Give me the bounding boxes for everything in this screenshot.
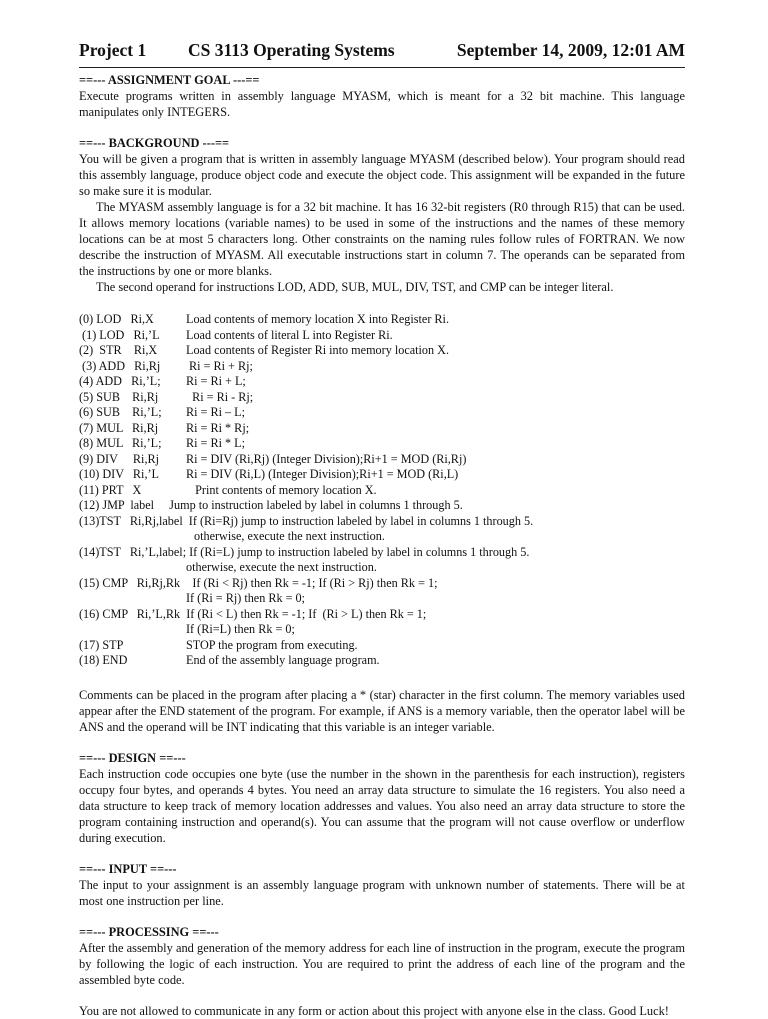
instruction-description: Ri = DIV (Ri,Rj) (Integer Division);Ri+1 = MOD (Ri,Rj) — [186, 451, 467, 466]
instruction-row — [79, 452, 685, 468]
instruction-row — [79, 421, 685, 437]
instruction-syntax: (6) SUB Ri,’L; — [79, 405, 162, 419]
instruction-row — [79, 514, 685, 530]
instruction-description: Ri = Ri * Rj; — [186, 420, 250, 435]
processing-section — [79, 924, 685, 988]
input-text: The input to your assignment is an assembly language program with unknown number of statements. There will be at most one instruction per line. — [79, 877, 685, 908]
instruction-syntax: (7) MUL Ri,Rj — [79, 420, 159, 435]
goal-section — [79, 72, 685, 120]
instruction-syntax: (9) DIV Ri,Rj — [79, 451, 160, 466]
goal-text: Execute programs written in assembly language MYASM, which is meant for a 32 bit machine. This language manipulates only INTEGERS. — [79, 89, 685, 119]
instruction-row — [79, 467, 685, 483]
instruction-syntax: (10) DIV Ri,’L — [79, 467, 159, 481]
instruction-description: Print contents of memory location X. — [186, 482, 377, 497]
instruction-row — [79, 343, 685, 359]
instruction-description: STOP the program from executing. — [186, 637, 358, 652]
instruction-description: Load contents of memory location X into Register Ri. — [186, 312, 449, 326]
instruction-row — [79, 359, 685, 375]
instruction-syntax: (14)TST Ri,’L,label; If (Ri=L) jump to instruction labeled by label in columns 1 through 5. — [79, 544, 530, 559]
instruction-row — [79, 328, 685, 344]
instruction-description: Ri = Ri + L; — [186, 374, 246, 388]
instruction-continuation-text: otherwise, execute the next instruction. — [194, 529, 385, 543]
instruction-row — [79, 545, 685, 561]
comments-text: Comments can be placed in the program after placing a * (star) character in the first column. The memory variables used appear after the END statement of the program. For example, if ANS is a memory variable, then the operator label will be ANS and the operand will be INT indicating that this variable is an integer variable. — [79, 687, 685, 734]
processing-text: After the assembly and generation of the memory address for each line of instruction in the program, execute the program by following the logic of each instruction. You are required to print the address of each line of the program and the assembled byte code. — [79, 940, 685, 987]
instruction-continuation-text: otherwise, execute the next instruction. — [186, 560, 377, 574]
due-date: September 14, 2009, 12:01 AM — [456, 40, 685, 60]
instruction-row — [79, 483, 685, 499]
instruction-row — [79, 312, 685, 328]
instruction-row — [79, 374, 685, 390]
instruction-description: Load contents of Register Ri into memory location X. — [186, 343, 449, 357]
instruction-row — [79, 436, 685, 452]
instruction-row — [79, 405, 685, 421]
instruction-continuation — [79, 622, 685, 638]
instruction-syntax: (1) LOD Ri,’L — [79, 327, 160, 342]
instruction-syntax: (13)TST Ri,Rj,label If (Ri=Rj) jump to instruction labeled by label in columns 1 through 5. — [79, 513, 534, 528]
background-section — [79, 135, 685, 295]
instruction-row — [79, 390, 685, 406]
instruction-description: Ri = Ri – L; — [186, 405, 246, 419]
closing-note: You are not allowed to communicate in any form or action about this project with anyone else in the class. Good Luck! — [79, 1003, 669, 1018]
instruction-syntax: (11) PRT X — [79, 482, 142, 497]
instruction-syntax: (5) SUB Ri,Rj — [79, 389, 159, 404]
instruction-row — [79, 498, 685, 514]
instruction-syntax: (3) ADD Ri,Rj — [79, 358, 161, 373]
instruction-syntax: (2) STR Ri,X — [79, 343, 158, 357]
instruction-description: Ri = DIV (Ri,L) (Integer Division);Ri+1 = MOD (Ri,L) — [186, 467, 459, 481]
instruction-row — [79, 576, 685, 592]
instruction-continuation — [79, 591, 685, 607]
instruction-description: Load contents of literal L into Register Ri. — [186, 327, 393, 342]
instruction-syntax: (16) CMP Ri,’L,Rk If (Ri < L) then Rk = -1; If (Ri > L) then Rk = 1; — [79, 606, 427, 621]
design-heading: ==--- DESIGN ==--- — [79, 750, 186, 765]
document-body — [79, 72, 685, 1019]
instruction-syntax: (8) MUL Ri,’L; — [79, 436, 162, 450]
instruction-description: Ri = Ri * L; — [186, 436, 246, 450]
design-text: Each instruction code occupies one byte (use the number in the shown in the parenthesis for each instruction), registers occupy four bytes, and operands 4 bytes. You need an array data structure to simulate the 16 registers. You also need a data structure to keep track of memory location addresses and values. You also need an array data structure to store the program containing instruction and operand(s). You can assume that the program will not cause overflow or underflow during execution. — [79, 766, 685, 845]
instruction-continuation — [79, 529, 685, 545]
instruction-description: End of the assembly language program. — [186, 653, 380, 667]
instruction-syntax: (15) CMP Ri,Rj,Rk If (Ri < Rj) then Rk = -1; If (Ri > Rj) then Rk = 1; — [79, 575, 438, 590]
instruction-continuation — [79, 560, 685, 576]
instruction-syntax: (0) LOD Ri,X — [79, 312, 154, 326]
page-header — [79, 40, 685, 66]
instruction-syntax: (17) STP — [79, 637, 124, 652]
instruction-continuation-text: If (Ri = Rj) then Rk = 0; — [186, 591, 306, 605]
input-section — [79, 861, 685, 909]
goal-heading: ==--- ASSIGNMENT GOAL ---== — [79, 73, 260, 87]
background-heading: ==--- BACKGROUND ---== — [79, 136, 230, 150]
instruction-description: Ri = Ri - Rj; — [186, 389, 254, 404]
header-rule — [79, 67, 685, 68]
instruction-syntax: (18) END — [79, 653, 128, 667]
instruction-row — [79, 638, 685, 654]
instruction-syntax: (4) ADD Ri,’L; — [79, 374, 161, 388]
input-heading: ==--- INPUT ==--- — [79, 861, 177, 876]
course-title: CS 3113 Operating Systems — [188, 40, 395, 60]
project-title: Project 1 — [79, 40, 147, 60]
instruction-row — [79, 653, 685, 669]
background-paragraph-1: You will be given a program that is written in assembly language MYASM (described below). Your program should read this assembly language, produce object code and execute the object code. This assignment will be expanded in the future so make sure it is modular. — [79, 152, 685, 198]
background-paragraph-3: The second operand for instructions LOD, ADD, SUB, MUL, DIV, TST, and CMP can be integer literal. — [96, 280, 614, 294]
instruction-row — [79, 607, 685, 623]
comments-section — [79, 687, 685, 735]
instruction-continuation-text: If (Ri=L) then Rk = 0; — [186, 622, 295, 636]
instruction-description: Ri = Ri + Rj; — [186, 358, 253, 373]
design-section — [79, 750, 685, 846]
instruction-list — [79, 312, 685, 669]
processing-heading: ==--- PROCESSING ==--- — [79, 924, 219, 939]
instruction-syntax: (12) JMP label Jump to instruction labeled by label in columns 1 through 5. — [79, 498, 463, 512]
background-paragraph-2: The MYASM assembly language is for a 32 bit machine. It has 16 32-bit registers (R0 through R15) that can be used. It allows memory locations (variable names) to be used in some of the instructions and the names of these memory locations can be at most 5 characters long. Other constraints on the naming rules follow rules of FORTRAN. We now describe the instruction of MYASM. All executable instructions start in column 7. The operands can be separated from the instructions by one or more blanks. — [79, 200, 685, 278]
